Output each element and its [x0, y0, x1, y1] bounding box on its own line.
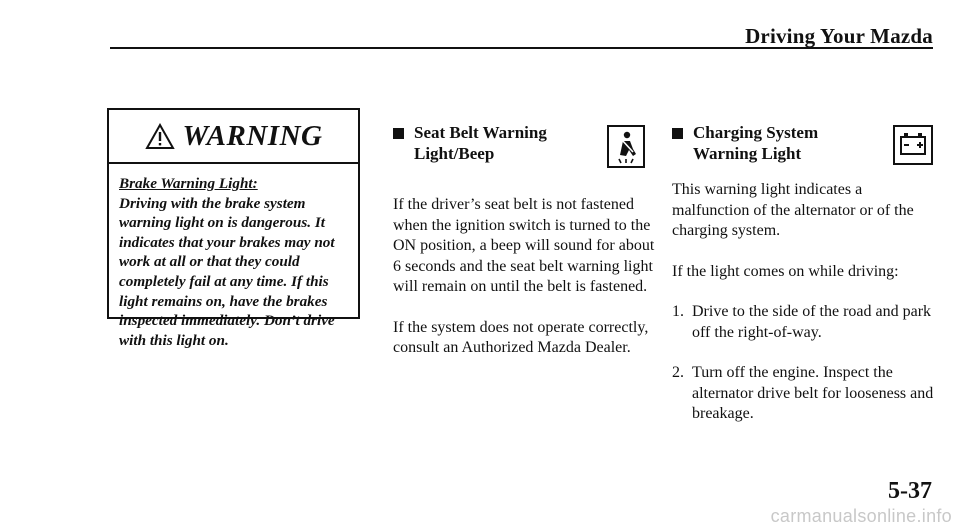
warning-body	[109, 164, 358, 350]
warning-box	[107, 108, 360, 349]
page-header-title: Driving Your Mazda	[745, 24, 933, 48]
seatbelt-paragraph-2: If the system does not operate correctly, consult an Authorized Mazda Dealer.	[393, 318, 649, 356]
charging-step-2	[672, 363, 937, 425]
charging-body	[672, 180, 937, 425]
step-text: Drive to the side of the road and park off the right-of-way.	[692, 303, 932, 341]
battery-figure-icon	[895, 127, 931, 163]
seatbelt-figure-icon	[609, 127, 643, 166]
warning-text: Driving with the brake system warning light on is dangerous. It indicates that your brakes may not work at all or that they could completely fail at any time. If this light remains on, have the brakes inspected immediately. Don’t drive with this light on.	[119, 194, 335, 349]
step-number: 2.	[672, 364, 684, 381]
seatbelt-heading-line1: Seat Belt Warning	[414, 123, 547, 142]
bullet-square-icon	[393, 128, 404, 139]
page-number: 5-37	[888, 478, 932, 504]
seatbelt-body	[393, 195, 655, 359]
seatbelt-icon	[607, 125, 645, 168]
charging-condition: If the light comes on while driving:	[672, 262, 899, 280]
charging-intro: This warning light indicates a malfunction of the alternator or of the charging system.	[672, 181, 914, 239]
charging-heading-line2: Warning Light	[693, 144, 802, 163]
bullet-square-icon	[672, 128, 683, 139]
watermark: carmanualsonline.info	[770, 506, 952, 526]
charging-step-1	[672, 302, 937, 343]
warning-header	[109, 110, 358, 164]
seatbelt-paragraph-1: If the driver’s seat belt is not fastened when the ignition switch is turned to the ON position, a beep will sound for about 6 seconds and the seat belt warning light will remain on until the belt is fastened.	[393, 196, 655, 295]
warning-triangle-icon	[145, 123, 175, 150]
seatbelt-heading-line2: Light/Beep	[414, 144, 495, 163]
warning-title: WARNING	[182, 119, 323, 152]
seatbelt-heading	[393, 122, 547, 164]
battery-icon	[893, 125, 933, 165]
step-number: 1.	[672, 303, 684, 320]
step-text: Turn off the engine. Inspect the alternator drive belt for looseness and breakage.	[692, 364, 934, 422]
warning-subtitle: Brake Warning Light:	[119, 175, 258, 192]
header-rule	[110, 47, 933, 49]
charging-heading	[672, 122, 818, 164]
charging-heading-line1: Charging System	[693, 123, 819, 142]
